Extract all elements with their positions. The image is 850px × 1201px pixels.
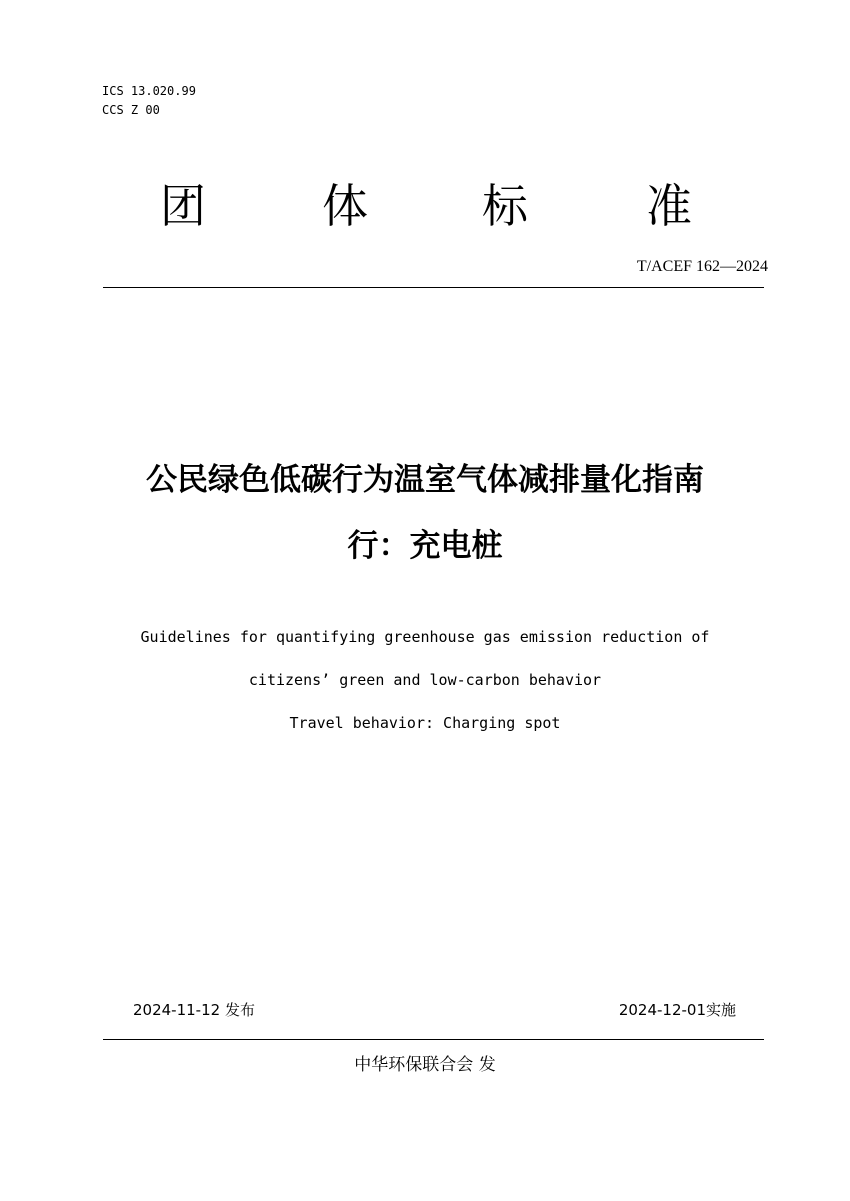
english-title-line-2: citizens’ green and low-carbon behavior <box>248 671 602 689</box>
english-title-line-1: Guidelines for quantifying greenhouse gas emission reduction of <box>140 628 710 646</box>
chinese-title-line-1: 公民绿色低碳行为温室气体减排量化指南 <box>146 462 704 498</box>
standard-number: T/ACEF 162—2024 <box>636 258 768 275</box>
standard-type-char-3: 标 <box>482 179 528 233</box>
bottom-divider <box>103 1039 764 1040</box>
implementation-date: 2024-12-01实施 <box>618 1001 736 1019</box>
standard-type-char-2: 体 <box>322 179 368 233</box>
issue-date: 2024-11-12 发布 <box>133 1001 255 1019</box>
chinese-title-line-2: 行：充电桩 <box>347 528 503 564</box>
ics-code: ICS 13.020.99 <box>102 84 196 98</box>
standard-type-char-1: 团 <box>160 179 206 233</box>
english-title-line-3: Travel behavior: Charging spot <box>289 714 561 732</box>
top-divider <box>103 287 764 288</box>
ccs-code: CCS Z 00 <box>102 103 160 117</box>
standard-type-char-4: 准 <box>646 179 692 233</box>
publisher: 中华环保联合会 发 <box>354 1055 496 1075</box>
